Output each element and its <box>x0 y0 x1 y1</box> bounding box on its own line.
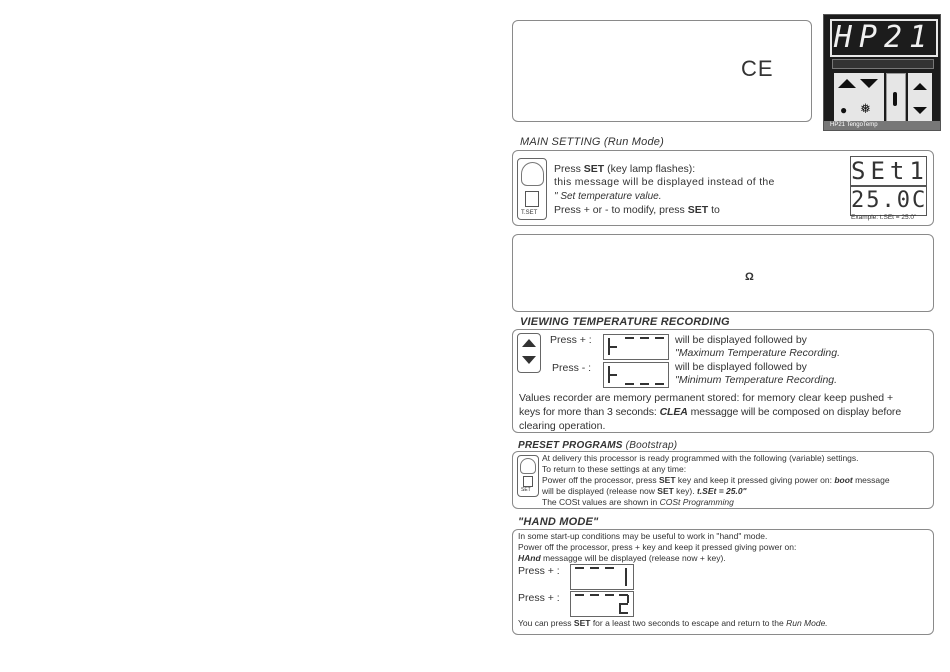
up-icon <box>913 83 927 90</box>
hand-press2: Press + : <box>518 592 560 604</box>
plus-line1: will be displayed followed by <box>675 334 807 346</box>
preset-set-key-icon <box>517 455 539 497</box>
device-panel <box>823 14 941 131</box>
minus-line1: will be displayed followed by <box>675 361 807 373</box>
device-display: HP21 <box>830 19 938 57</box>
main-setting-line4: Press + or - to modify, press SET to <box>554 204 720 216</box>
press-minus-label: Press - : <box>552 362 592 374</box>
down-key-arrow-icon <box>522 356 536 364</box>
preset-line4: will be displayed (release now SET key). t.SEt = 25.0" <box>542 486 747 496</box>
preset-key-label: SET <box>521 487 531 493</box>
snowflake-icon: ❅ <box>860 101 871 116</box>
main-setting-line3: " Set temperature value. <box>554 191 662 202</box>
up-arrow-icon <box>838 79 856 88</box>
main-setting-line2: this message will be displayed instead of the <box>554 176 775 188</box>
flame-icon: ● <box>840 103 848 117</box>
up-down-key-icon <box>517 333 541 373</box>
plus-line2: "Maximum Temperature Recording. <box>675 347 840 359</box>
preset-line3: Power off the processor, press SET key and keep it pressed giving power on: boot message <box>542 475 890 485</box>
blank-box <box>512 234 934 312</box>
thermometer-key-icon <box>886 73 906 127</box>
device-led-bar <box>832 59 934 69</box>
thermometer-icon <box>525 191 539 207</box>
down-arrow-icon <box>860 79 878 88</box>
minus-line2: "Minimum Temperature Recording. <box>675 374 838 386</box>
main-setting-line1: Press SET (key lamp flashes): <box>554 163 696 175</box>
hand-line-end: You can press SET for a least two seconds to escape and return to the Run Mode. <box>518 618 828 628</box>
main-setting-title: MAIN SETTING (Run Mode) <box>520 136 664 148</box>
preset-line1: At delivery this processor is ready programmed with the following (variable) settings. <box>542 453 859 463</box>
main-setting-caption: Example: t.SEt = 25.0" <box>851 214 917 221</box>
viewing-para3: clearing operation. <box>519 420 606 432</box>
viewing-title: VIEWING TEMPERATURE RECORDING <box>520 316 730 328</box>
lcd-hand-1 <box>570 564 634 590</box>
set-key-label: T.SET <box>521 210 538 216</box>
lcd-max-display <box>603 334 669 360</box>
hand-press1: Press + : <box>518 565 560 577</box>
preset-thermometer-icon <box>523 476 533 487</box>
ce-mark: CE <box>741 56 774 81</box>
hand-title: "HAND MODE" <box>518 516 599 528</box>
device-up-down-group <box>908 73 932 125</box>
device-brand-strip: HP21 TengoTemp <box>824 121 940 130</box>
up-key-arrow-icon <box>522 339 536 347</box>
lcd-min-display <box>603 362 669 388</box>
hand-line2: Power off the processor, press + key and keep it pressed giving power on: <box>518 542 797 552</box>
preset-line5: The COSt values are shown in COSt Programming <box>542 497 734 507</box>
viewing-para1: Values recorder are memory permanent stored: for memory clear keep pushed + <box>519 392 894 404</box>
viewing-para2: keys for more than 3 seconds: CLEA messagge will be composed on display before <box>519 406 902 418</box>
lcd-hand-2 <box>570 591 634 617</box>
device-button-group <box>834 73 884 125</box>
press-plus-label: Press + : <box>550 334 592 346</box>
omega-symbol: Ω <box>745 271 754 283</box>
down-icon <box>913 107 927 114</box>
hand-line1: In some start-up conditions may be useful to work in "hand" mode. <box>518 531 768 541</box>
lcd-value-display: 25.0C <box>850 186 927 216</box>
preset-title: PRESET PROGRAMS (Bootstrap) <box>518 440 678 451</box>
set-key-icon <box>517 158 547 220</box>
hand-line3: HAnd messagge will be displayed (release now + key). <box>518 553 726 563</box>
preset-line2: To return to these settings at any time: <box>542 464 687 474</box>
lcd-set-display: SEt1 <box>851 157 929 185</box>
